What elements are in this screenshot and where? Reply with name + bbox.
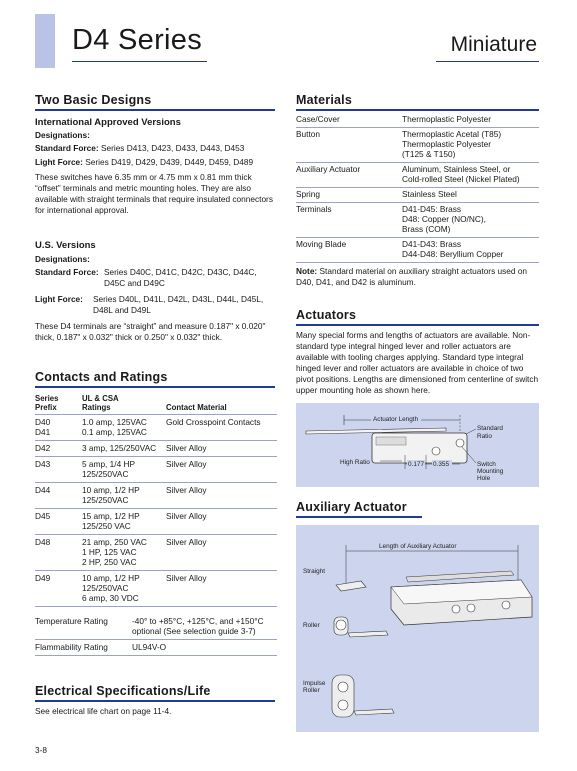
- impulse-wheel-top: [338, 682, 348, 692]
- materials-note-label: Note:: [296, 266, 318, 276]
- materials-note: [296, 266, 539, 288]
- contact-material-cell: Gold Crosspoint Contacts: [166, 415, 277, 441]
- series-prefix-cell: D43: [35, 457, 82, 483]
- contact-material-cell: Silver Alloy: [166, 571, 277, 607]
- dim-0355-label: 0.355: [433, 461, 449, 468]
- series-prefix-cell: D42: [35, 441, 82, 457]
- flammability-row: [35, 640, 277, 656]
- flammability-label: Flammability Rating: [35, 640, 132, 656]
- intl-designations-label: Designations:: [35, 130, 90, 140]
- dim-0177-label: 0.177: [408, 461, 424, 468]
- page-title: D4 Series: [72, 24, 203, 56]
- auxiliary-diagram: [296, 525, 539, 732]
- switch-plunger-shape: [376, 437, 406, 445]
- contact-material-cell: Silver Alloy: [166, 535, 277, 571]
- mounting-hole-shape: [456, 439, 464, 447]
- ratings-table: [35, 394, 277, 607]
- material-value-cell: D41-D45: Brass D48: Copper (NO/NC), Brass (COM): [402, 203, 539, 238]
- series-prefix-cell: D40 D41: [35, 415, 82, 441]
- electrical-heading: Electrical Specifications/Life: [35, 684, 211, 698]
- contacts-heading: Contacts and Ratings: [35, 370, 168, 384]
- aux-hole-3: [502, 601, 510, 609]
- actuators-text: Many special forms and lengths of actuators are available. Non-standard type integral hinged lever and roller actuators are available with tooling charges applying. Standard type integral hinged lever and roller actuators are available in choice of two pivot positions. Lengths are dimensioned from centerline of switch upper mounting hole as shown here.: [296, 330, 539, 395]
- us-standard-label: Standard Force:: [35, 267, 99, 277]
- ratings-row: [35, 441, 277, 457]
- material-part-cell: Button: [296, 128, 402, 163]
- intl-light-label: Light Force:: [35, 157, 83, 167]
- materials-row: [296, 163, 539, 188]
- header-accent-bar: [35, 14, 55, 68]
- designs-heading-rule: [35, 109, 275, 111]
- material-value-cell: Thermoplastic Polyester: [402, 113, 539, 128]
- contact-material-cell: Silver Alloy: [166, 509, 277, 535]
- actuators-heading-rule: [296, 324, 539, 326]
- page-subtitle: Miniature: [450, 33, 537, 56]
- us-light-line: [35, 294, 280, 316]
- title-rule: [72, 61, 207, 62]
- temperature-value: -40° to +85°C, +125°C, and +150°C optional (See selection guide 3-7): [132, 614, 277, 640]
- page-number: 3-8: [35, 745, 47, 755]
- impulse-arm-shape: [354, 709, 394, 715]
- ratings-header-row: [35, 394, 277, 415]
- straight-label: Straight: [303, 568, 326, 575]
- intl-light-line: [35, 157, 280, 168]
- material-value-cell: Aluminum, Stainless Steel, or Cold-rolled Steel (Nickel Plated): [402, 163, 539, 188]
- material-value-cell: D41-D43: Brass D44-D48: Beryllium Copper: [402, 238, 539, 263]
- intl-description: These switches have 6.35 mm or 4.75 mm x 0.81 mm thick “offset” terminals and metric mounting holes. They are also available with straight terminals that require insulated connectors for international approval.: [35, 172, 273, 215]
- standard-ratio-label-2: Ratio: [477, 433, 492, 440]
- ratings-cell: 1.0 amp, 125VAC 0.1 amp, 125VAC: [82, 415, 166, 441]
- aux-length-label: Length of Auxiliary Actuator: [379, 543, 457, 550]
- high-ratio-label: High Ratio: [340, 459, 370, 466]
- impulse-housing-shape: [332, 675, 354, 717]
- ratings-row: [35, 457, 277, 483]
- impulse-roller-label-1: Impulse: [303, 680, 326, 687]
- impulse-wheel-bottom: [338, 700, 348, 710]
- series-prefix-cell: D45: [35, 509, 82, 535]
- subtitle-rule: [436, 61, 539, 62]
- contacts-heading-rule: [35, 386, 275, 388]
- auxiliary-heading-rule: [296, 516, 422, 518]
- us-heading: U.S. Versions: [35, 240, 96, 251]
- ratings-cell: 3 amp, 125/250VAC: [82, 441, 166, 457]
- material-part-cell: Moving Blade: [296, 238, 402, 263]
- us-standard-line: [35, 267, 280, 289]
- ratings-row: [35, 415, 277, 441]
- material-part-cell: Case/Cover: [296, 113, 402, 128]
- mounting-hole-label-3: Hole: [477, 475, 491, 482]
- standard-ratio-label-1: Standard: [477, 425, 503, 432]
- ratings-cell: 21 amp, 250 VAC 1 HP, 125 VAC 2 HP, 250 VAC: [82, 535, 166, 571]
- us-description: These D4 terminals are “straight” and measure 0.187" x 0.020" thick, 0.187" x 0.032" thick or 0.250" x 0.032" thick.: [35, 321, 266, 342]
- contact-material-cell: Silver Alloy: [166, 483, 277, 509]
- actuator-diagram: [296, 403, 539, 487]
- col-series-prefix: Series Prefix: [35, 394, 82, 415]
- contact-material-cell: Silver Alloy: [166, 457, 277, 483]
- roller-wheel-shape: [336, 620, 346, 630]
- mounting-hole-label-1: Switch: [477, 461, 496, 468]
- mounting-hole-label-2: Mounting: [477, 468, 504, 475]
- actuator-figure: [296, 403, 539, 487]
- impulse-roller-label-2: Roller: [303, 687, 320, 694]
- auxiliary-figure: [296, 525, 539, 732]
- ratings-cell: 15 amp, 1/2 HP 125/250 VAC: [82, 509, 166, 535]
- flammability-value: UL94V-O: [132, 640, 277, 656]
- materials-row: [296, 188, 539, 203]
- ratings-row: [35, 509, 277, 535]
- materials-row: [296, 113, 539, 128]
- electrical-heading-rule: [35, 700, 275, 702]
- series-prefix-cell: D44: [35, 483, 82, 509]
- temperature-label: Temperature Rating: [35, 614, 132, 640]
- materials-note-text: Standard material on auxiliary straight actuators used on D40, D41, and D42 is aluminum.: [296, 266, 528, 287]
- series-prefix-cell: D48: [35, 535, 82, 571]
- material-part-cell: Spring: [296, 188, 402, 203]
- materials-row: [296, 238, 539, 263]
- ratings-row: [35, 571, 277, 607]
- materials-heading-rule: [296, 109, 539, 111]
- electrical-text: See electrical life chart on page 11-4.: [35, 706, 172, 716]
- us-designations-label: Designations:: [35, 254, 90, 264]
- ratings-cell: 5 amp, 1/4 HP 125/250VAC: [82, 457, 166, 483]
- temperature-row: [35, 614, 277, 640]
- col-contact-material: Contact Material: [166, 394, 277, 415]
- material-value-cell: Thermoplastic Acetal (T85) Thermoplastic Polyester (T125 & T150): [402, 128, 539, 163]
- us-standard-value: Series D40C, D41C, D42C, D43C, D44C, D45C and D49C: [104, 267, 257, 288]
- ratings-extra-table: [35, 614, 277, 656]
- actuators-heading: Actuators: [296, 308, 357, 322]
- ratings-cell: 10 amp, 1/2 HP 125/250VAC: [82, 483, 166, 509]
- mid-hole-shape: [432, 447, 440, 455]
- intl-standard-line: [35, 143, 280, 154]
- aux-hole-2: [467, 604, 475, 612]
- contact-material-cell: Silver Alloy: [166, 441, 277, 457]
- material-part-cell: Auxiliary Actuator: [296, 163, 402, 188]
- roller-arm-shape: [348, 631, 388, 637]
- materials-heading: Materials: [296, 93, 352, 107]
- material-value-cell: Stainless Steel: [402, 188, 539, 203]
- straight-actuator-shape: [336, 581, 366, 591]
- intl-standard-value: Series D413, D423, D433, D443, D453: [100, 143, 245, 153]
- us-light-label: Light Force:: [35, 294, 83, 304]
- intl-heading: International Approved Versions: [35, 117, 181, 128]
- materials-row: [296, 203, 539, 238]
- auxiliary-heading: Auxiliary Actuator: [296, 500, 407, 514]
- actuator-length-label: Actuator Length: [373, 416, 419, 423]
- materials-table: [296, 113, 539, 263]
- intl-light-value: Series D419, D429, D439, D449, D459, D489: [85, 157, 254, 167]
- designs-heading: Two Basic Designs: [35, 93, 152, 107]
- intl-standard-label: Standard Force:: [35, 143, 99, 153]
- roller-label: Roller: [303, 622, 320, 629]
- ratings-row: [35, 483, 277, 509]
- standard-ratio-leader: [466, 429, 476, 434]
- series-prefix-cell: D49: [35, 571, 82, 607]
- col-ratings: UL & CSA Ratings: [82, 394, 166, 415]
- ratings-cell: 10 amp, 1/2 HP 125/250VAC 6 amp, 30 VDC: [82, 571, 166, 607]
- materials-row: [296, 128, 539, 163]
- aux-hole-1: [452, 605, 460, 613]
- ratings-row: [35, 535, 277, 571]
- material-part-cell: Terminals: [296, 203, 402, 238]
- us-light-value: Series D40L, D41L, D42L, D43L, D44L, D45L, D48L and D49L: [93, 294, 264, 315]
- aux-lever-shape: [406, 571, 514, 582]
